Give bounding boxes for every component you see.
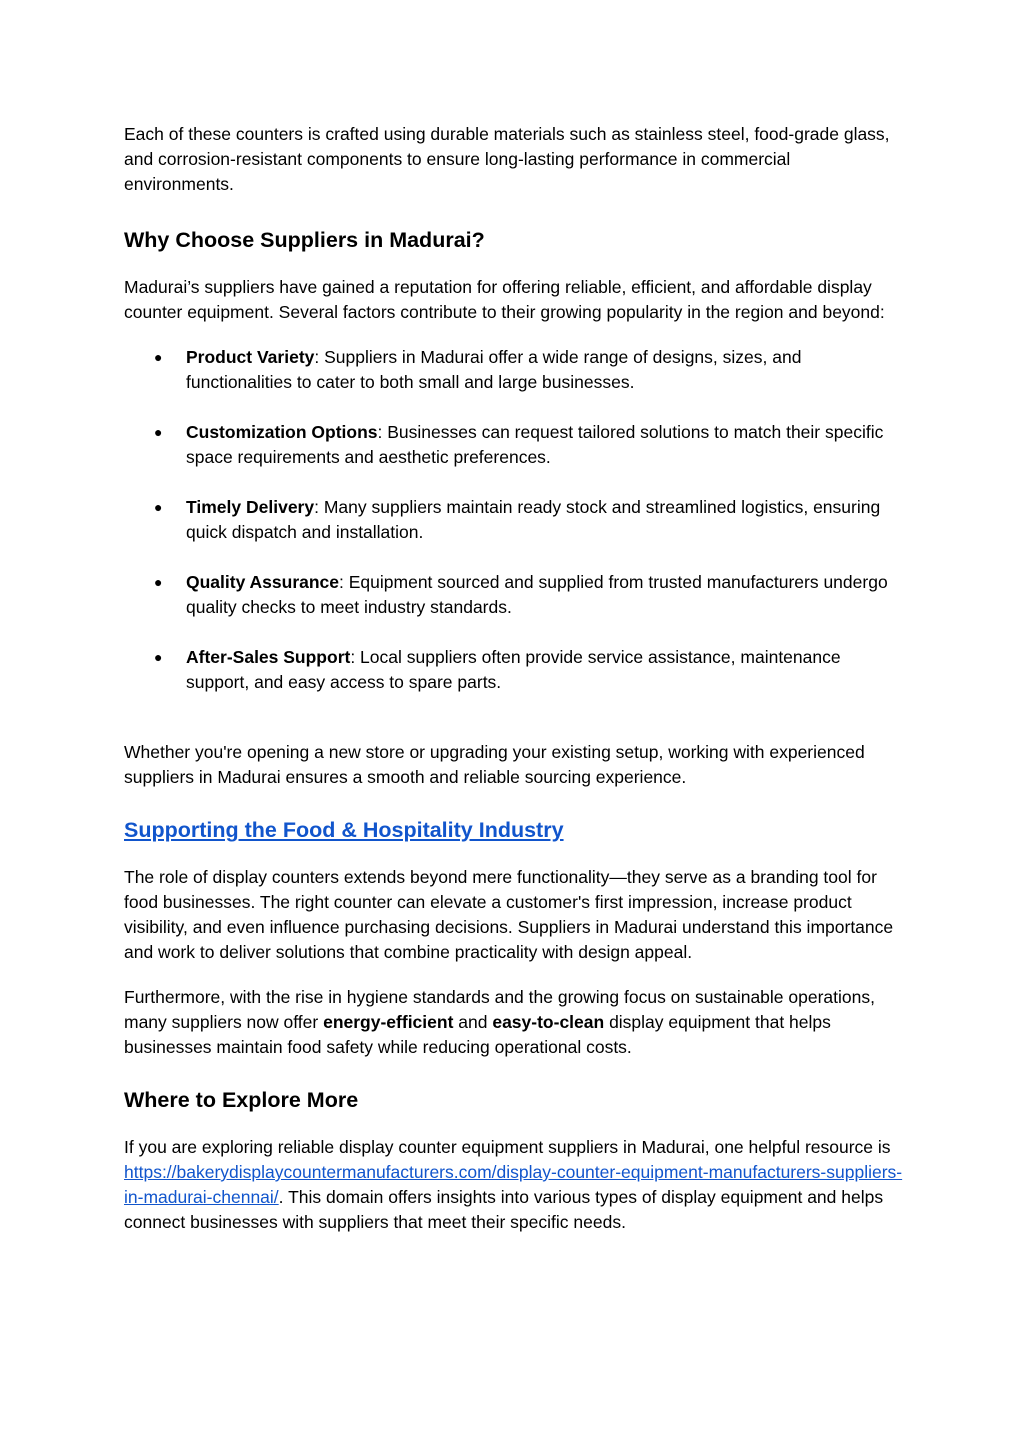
feature-text: : Many suppliers maintain ready stock and streamlined logistics, ensuring quick dispatch and installation.	[186, 497, 881, 542]
resource-link[interactable]: https://bakerydisplaycountermanufacturers.com/display-counter-equipment-manufacturers-suppliers-in-madurai-chennai/	[124, 1162, 903, 1207]
why-choose-heading: Why Choose Suppliers in Madurai?	[124, 228, 485, 252]
bullet-icon: ●	[154, 649, 163, 665]
features-list	[124, 345, 904, 695]
list-item	[124, 345, 904, 395]
list-item	[124, 570, 904, 620]
feature-text: : Local suppliers often provide service assistance, maintenance support, and easy access to spare parts.	[186, 647, 841, 692]
explore-text-1: If you are exploring reliable display counter equipment suppliers in Madurai, one helpful resource is	[124, 1137, 891, 1157]
furthermore-paragraph	[124, 985, 904, 1060]
feature-text: : Equipment sourced and supplied from trusted manufacturers undergo quality checks to meet industry standards.	[186, 572, 888, 617]
feature-text: : Suppliers in Madurai offer a wide range of designs, sizes, and functionalities to cater to both small and large businesses.	[186, 347, 802, 392]
feature-term: Quality Assurance	[186, 572, 340, 592]
feature-term: Product Variety	[186, 347, 315, 367]
list-item	[124, 645, 904, 695]
why-choose-paragraph: Madurai’s suppliers have gained a reputation for offering reliable, efficient, and affordable display counter equipment. Several factors contribute to their growing popularity in the region and beyond:	[124, 277, 885, 322]
bullet-icon: ●	[154, 574, 163, 590]
furthermore-text-1: Furthermore, with the rise in hygiene standards and the growing focus on sustainable operations, many suppliers now offer	[124, 987, 875, 1032]
explore-paragraph	[124, 1135, 904, 1235]
where-to-explore-heading: Where to Explore More	[124, 1088, 359, 1112]
intro-paragraph: Each of these counters is crafted using durable materials such as stainless steel, food-grade glass, and corrosion-resistant components to ensure long-lasting performance in commercial environments.	[124, 124, 890, 194]
feature-text: : Businesses can request tailored solutions to match their specific space requirements and aesthetic preferences.	[186, 422, 884, 467]
list-item	[124, 495, 904, 545]
energy-efficient-term: energy-efficient	[323, 1012, 454, 1032]
supporting-heading-link[interactable]: Supporting the Food & Hospitality Industry	[124, 818, 564, 842]
list-item	[124, 420, 904, 470]
furthermore-text-2: and	[453, 1012, 493, 1032]
whether-paragraph: Whether you're opening a new store or upgrading your existing setup, working with experienced suppliers in Madurai ensures a smooth and reliable sourcing experience.	[124, 742, 865, 787]
feature-term: After-Sales Support	[186, 647, 351, 667]
explore-text-2: . This domain offers insights into various types of display equipment and helps connect businesses with suppliers that meet their specific needs.	[124, 1187, 884, 1232]
feature-term: Timely Delivery	[186, 497, 315, 517]
bullet-icon: ●	[154, 499, 163, 515]
feature-term: Customization Options	[186, 422, 378, 442]
furthermore-text-3: display equipment that helps businesses maintain food safety while reducing operational costs.	[124, 1012, 831, 1057]
supporting-heading	[124, 815, 904, 845]
role-paragraph: The role of display counters extends beyond mere functionality—they serve as a branding tool for food businesses. The right counter can elevate a customer's first impression, increase product visibility, and even influence purchasing decisions. Suppliers in Madurai understand this importance and work to deliver solutions that combine practicality with design appeal.	[124, 867, 894, 962]
document-page	[124, 122, 904, 1235]
easy-to-clean-term: easy-to-clean	[492, 1012, 605, 1032]
bullet-icon: ●	[154, 349, 163, 365]
bullet-icon: ●	[154, 424, 163, 440]
